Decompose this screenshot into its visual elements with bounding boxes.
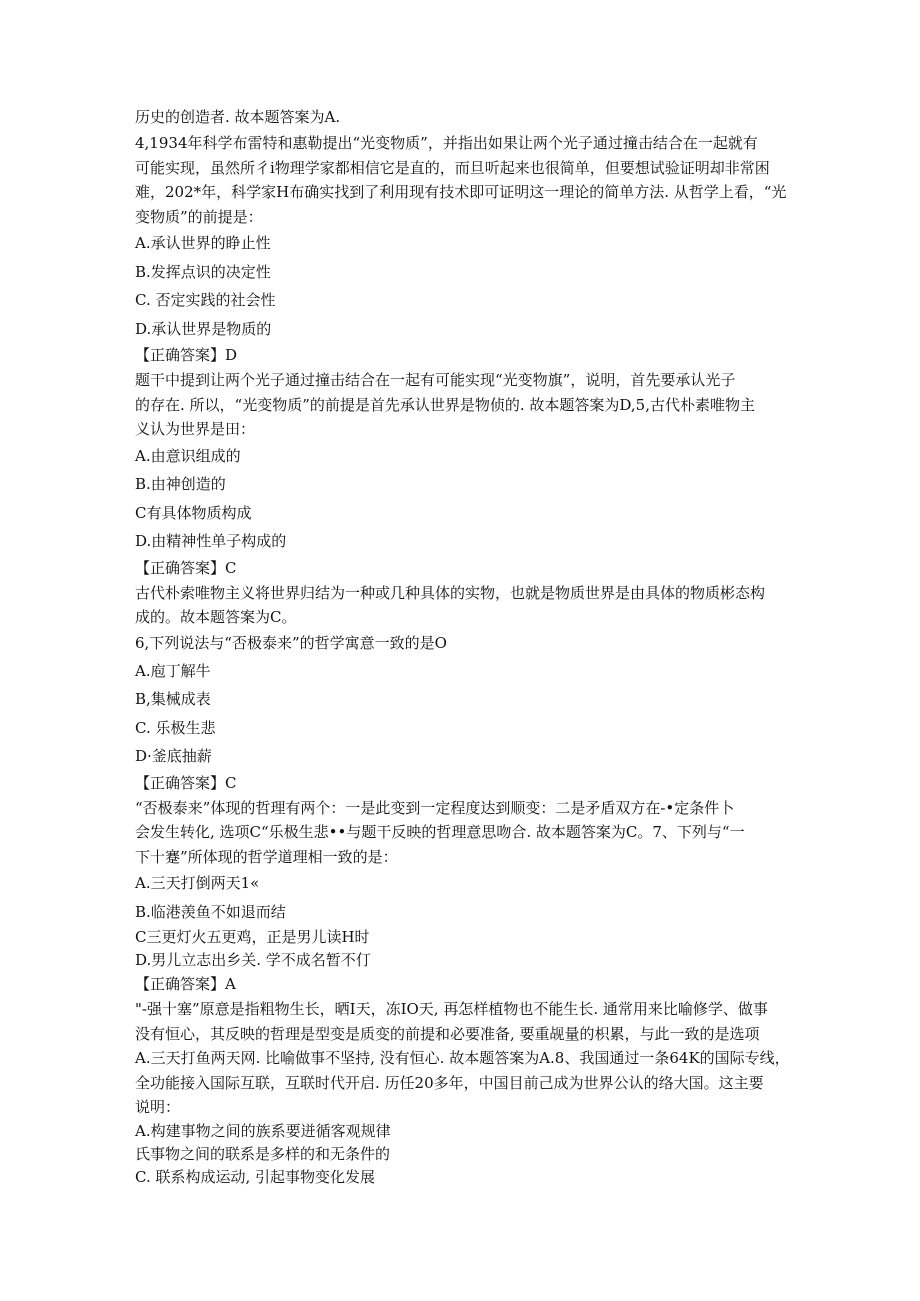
question-4-stem (135, 131, 785, 229)
question-8-options (135, 1120, 785, 1189)
text-line: “否极泰来”体现的哲理有两个：一是此变到一定程度达到顺变：二是矛盾双方在-•定条件卜 (135, 798, 735, 817)
text-line: 的存在. 所以，“光变物质”的前提是首先承认世界是物侦的. 故本题答案为D,5,古代朴素唯物主 (135, 395, 755, 414)
text-line: 可能实现，虽然所彳i物理学家都相信它是直的，而旦听起来也很简单，但要想试验证明却非常困 (135, 158, 770, 177)
text-line: 难，202*年，科学家H布确实找到了利用现有技术即可证明这一理论的简单方法. 从哲学上看，“光 (135, 183, 787, 201)
text-line: 题干中提到让两个光子通过撞击结合在一起有可能实现“光变物旗”，说明，首先要承认光子 (135, 371, 736, 389)
option-c: C有具体物质构成 (135, 503, 252, 522)
option-c: C三更灯火五更鸡，正是男儿读H时 (135, 928, 370, 946)
option-b: B.由神创造的 (135, 475, 226, 493)
document-page (135, 104, 790, 1189)
option-d: D.由精神性单子构成的 (135, 532, 287, 550)
explanation-5 (135, 581, 785, 630)
option-b: B,集械成表 (135, 690, 211, 708)
text-line: "-强十塞”原意是指粗物生长，晒I天，冻IO天, 再怎样植物也不能生长. 通常用来比喻修学、做事 (135, 1000, 768, 1018)
text-line: 4,1934年科学布雷特和惠勒提出“光变物质”，并指出如果让两个光子通过撞击结合在一起就有 (135, 134, 758, 152)
option-b: B.临港羡鱼不如退而结 (135, 902, 286, 921)
text-line: 全功能接入国际互联，互联时代开启. 历任20多年，中国目前己成为世界公认的络大国。这主要 (135, 1073, 764, 1092)
explanation-6 (135, 796, 785, 870)
option-c: C. 乐极生悲 (135, 718, 216, 737)
question-6-stem: 6,下列说法与“否极泰来”的哲学寓意一致的是O (135, 633, 447, 652)
answer-label: 【正确答案】C (135, 773, 237, 792)
option-b: 氏事物之间的联系是多样的和无条件的 (135, 1144, 391, 1163)
option-c: C. 联系构成运动, 引起事物变化发展 (135, 1167, 376, 1186)
option-d: D.男儿立志出乡关. 学不成名暂不仃 (135, 951, 371, 969)
text-line: 没有恒心，其反映的哲理是型变是质变的前提和必要准备, 要重觇量的枳累，与此一致的是选项 (135, 1024, 760, 1043)
explanation-4 (135, 368, 785, 442)
answer-label: 【正确答案】C (135, 558, 237, 577)
option-d: D.承认世界是物质的 (135, 319, 272, 338)
question-7-options (135, 869, 785, 972)
text-line: 变物质”的前提是： (135, 207, 263, 226)
option-c: C. 否定实践的社会性 (135, 291, 276, 309)
option-a: A.三天打倒两天1« (135, 874, 260, 892)
option-a: A.庖丁解牛 (135, 661, 211, 680)
text-line: 会发生转化, 选项C“乐极生悲••与题干反映的哲理意思吻合. 故本题答案为C。7、下列与“一 (135, 823, 745, 841)
option-a: A.由意识组成的 (135, 446, 241, 465)
option-b: B.发挥点识的决定性 (135, 262, 271, 281)
text-line: 义认为世界是田： (135, 420, 256, 438)
question-5-options (135, 442, 785, 556)
option-d: D·釜底抽薪 (135, 747, 212, 765)
text-line: 说明： (135, 1098, 181, 1116)
question-4-options (135, 229, 785, 343)
text-line: 下十蹇”所体现的哲学道理相一致的是： (135, 847, 398, 866)
option-a: A.承认世界的睁止性 (135, 234, 271, 252)
explanation-7 (135, 997, 790, 1120)
question-6-options (135, 657, 785, 771)
text-line: 成的。故本题答案为C。 (135, 608, 297, 626)
answer-label: 【正确答案】A (135, 975, 236, 993)
text-line: A.三天打鱼两天网. 比喻做事不坚持, 没有恒心. 故本题答案为A.8、我国通过一条64K的国际专线， (135, 1049, 790, 1067)
text-line: 历史的创造者. 故本题答案为A. (135, 108, 341, 126)
answer-label: 【正确答案】D (135, 346, 238, 364)
text-line: 古代朴索唯物主义将世界归结为一种或几种具体的实物，也就是物质世界是由具体的物质彬态构 (135, 583, 766, 602)
option-a: A.构建事物之间的族系要迸循客观规律 (135, 1121, 391, 1140)
